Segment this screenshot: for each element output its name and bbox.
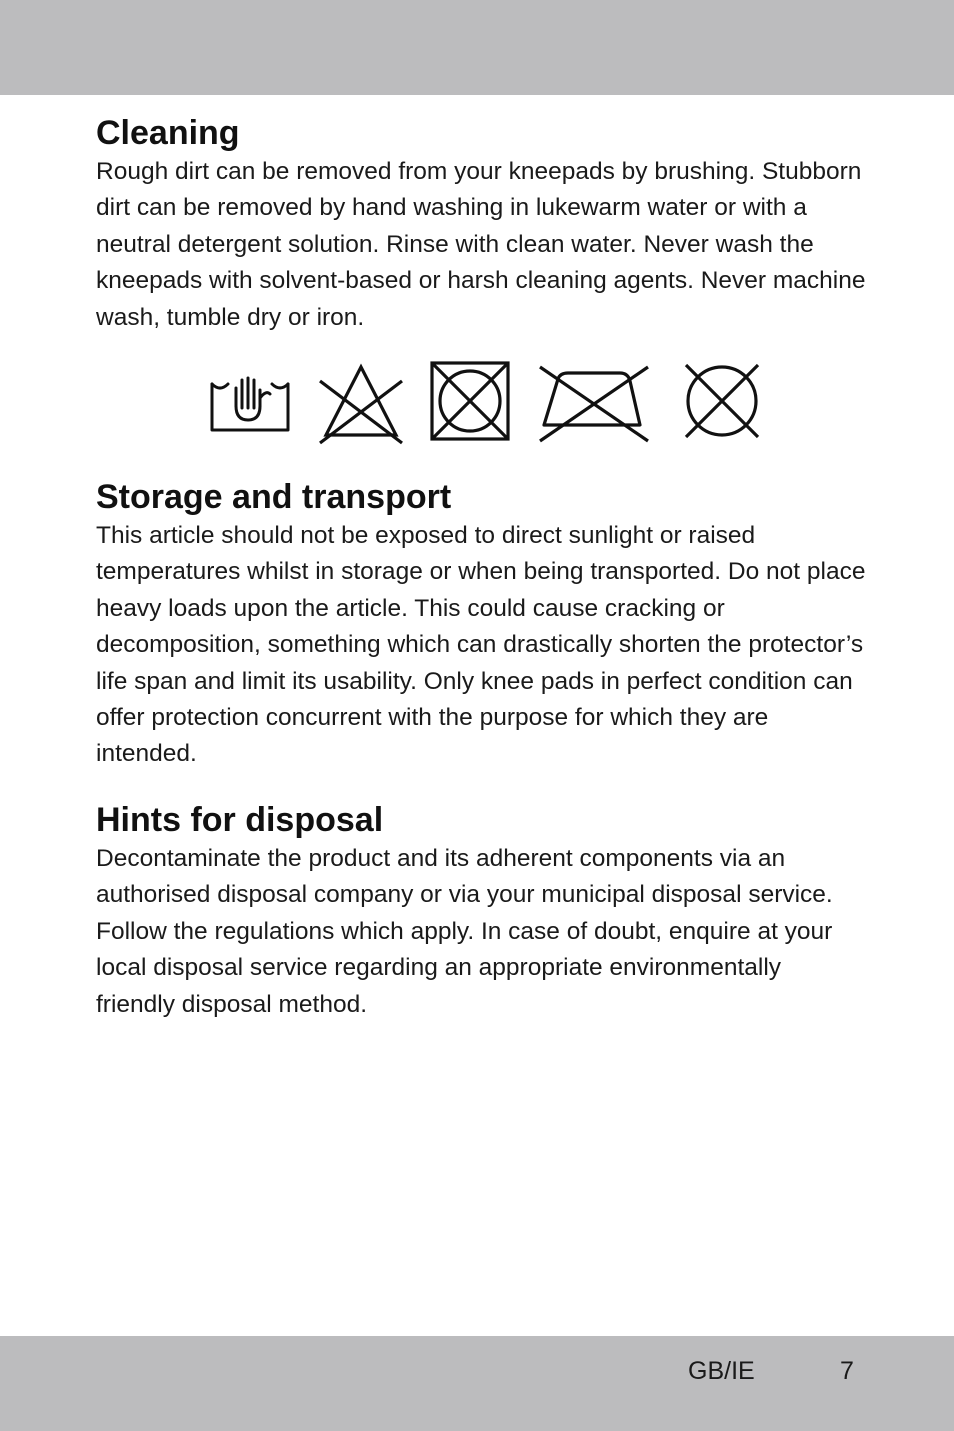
footer-band [0,1336,954,1431]
page-content [96,112,866,1023]
cleaning-section [96,112,866,336]
cleaning-text: Rough dirt can be removed from your kneepads by brushing. Stubborn dirt can be removed by hand washing in lukewarm water or with a neutral detergent solution. Rinse with clean water. Never wash the kneepads with solvent-based or harsh cleaning agents. Never machine wash, tumble dry or iron. [96,158,866,331]
disposal-heading: Hints for disposal [96,800,384,839]
storage-section [96,476,866,773]
do-not-tumble-dry-icon [428,359,512,443]
do-not-dry-clean-icon [676,357,768,445]
page-number: 7 [840,1357,854,1385]
care-symbols-row [96,356,866,446]
disposal-text: Decontaminate the product and its adherent components via an authorised disposal company or via your municipal disposal service. Follow the regulations which apply. In case of doubt, enquire at your local disposal service regarding an appropriate environmentally friendly disposal method. [96,844,833,1018]
do-not-bleach-icon [316,357,406,445]
cleaning-heading: Cleaning [96,114,240,152]
header-band [0,0,954,95]
do-not-iron-icon [534,359,654,443]
section-spacer [96,773,866,799]
hand-wash-icon [206,362,294,440]
storage-text: This article should not be exposed to direct sunlight or raised temperatures whilst in storage or when being transported. Do not place heavy loads upon the article. This could cause cracking or decomposition, something which can drastically shorten the protector’s life span and limit its usability. Only knee pads in perfect condition can offer protection concurrent with the purpose for which they are intended. [96,522,866,768]
footer-region-label: GB/IE [688,1357,755,1385]
storage-heading: Storage and transport [96,478,452,517]
disposal-section [96,799,866,1023]
